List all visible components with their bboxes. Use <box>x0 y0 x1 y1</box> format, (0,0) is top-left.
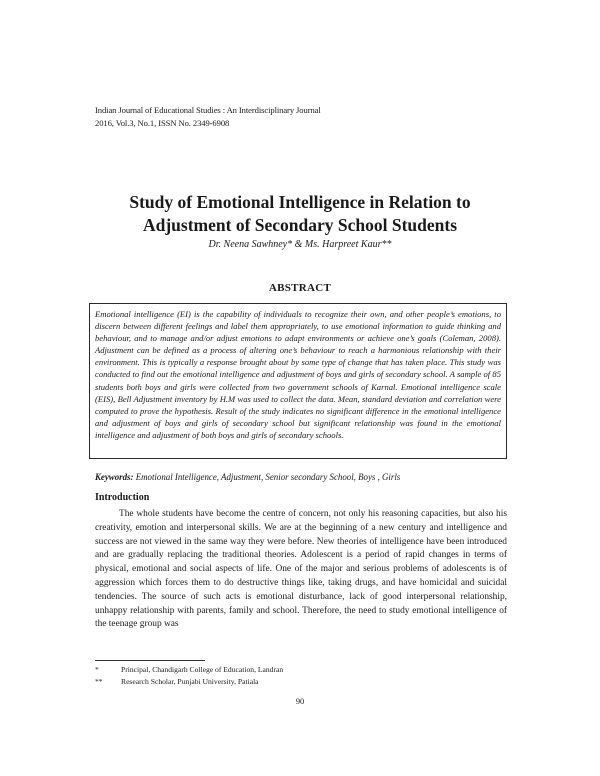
journal-name: Indian Journal of Educational Studies : An Interdisciplinary Journal <box>95 105 321 115</box>
abstract-box <box>89 303 507 459</box>
title-line-1: Study of Emotional Intelligence in Relation to <box>129 192 471 212</box>
journal-issue: 2016, Vol.3, No.1, ISSN No. 2349-6908 <box>95 117 230 128</box>
journal-header <box>95 104 321 129</box>
page-number: 90 <box>295 697 305 706</box>
title-line-2: Adjustment of Secondary School Students <box>142 215 458 235</box>
authors: Dr. Neena Sawhney* & Ms. Harpreet Kaur** <box>208 239 392 250</box>
footnote-1 <box>95 665 283 674</box>
keywords-label: Keywords: <box>95 472 134 482</box>
introduction-heading: Introduction <box>95 492 150 503</box>
keywords-text: Emotional Intelligence, Adjustment, Senior secondary School, Boys , Girls <box>133 472 401 482</box>
keywords <box>95 472 507 482</box>
footnote-mark: * <box>95 665 99 674</box>
footnote-rule <box>95 660 205 661</box>
abstract-text: Emotional intelligence (EI) is the capability of individuals to recognize their own, and other people’s emotions, to discern between different feelings and label them appropriately, to use emotional information to guide thinking and behaviour, and to manage and/or adjust emotions to adapt environments or achieve one’s goals (Coleman, 2008). Adjustment can be defined as a process of altering one’s behaviour to reach a harmonious relationship with their environment. This is typically a response brought about by some type of change that has taken place. This study was conducted to find out the emotional intelligence and adjustment of boys and girls of secondary school. A sample of 85 students both boys and girls were collected from two government schools of Karnal. Emotional intelligence scale (EIS), Bell Adjustment inventory by H.M was used to collect the data. Mean, standard deviation and correlation were computed to prove the hypothesis. Result of the study indicates no significant difference in the emotional intelligence and adjustment of boys and girls of secondary school but significant relationship was found in the emotional intelligence and adjustment of both boys and girls of secondary schools. <box>95 309 501 440</box>
footnote-mark: ** <box>95 677 103 686</box>
footnote-text: Principal, Chandigarh College of Education, Landran <box>121 665 284 674</box>
paper-title <box>95 191 505 237</box>
abstract-heading: ABSTRACT <box>268 282 332 294</box>
introduction-text: The whole students have become the centre of concern, not only his reasoning capacities, but also his creativity, emotion and interpersonal skills. We are at the beginning of a new century and intelligence and success are not viewed in the same way they were before. New theories of intelligence have been introduced and are gradually replacing the traditional theories. Adolescent is a period of rapid changes in terms of physical, emotional and social aspects of life. One of the major and serious problems of adolescents is of aggression which forces them to do destructive things like, taking drugs, and have homicidal and suicidal tendencies. The source of such acts is emotional disturbance, lack of good interpersonal relationship, unhappy relationship with parents, family and school. Therefore, the need to study emotional intelligence of the teenage group was <box>95 509 507 630</box>
footnote-2 <box>95 677 259 686</box>
footnote-text: Research Scholar, Punjabi University, Patiala <box>121 677 259 686</box>
